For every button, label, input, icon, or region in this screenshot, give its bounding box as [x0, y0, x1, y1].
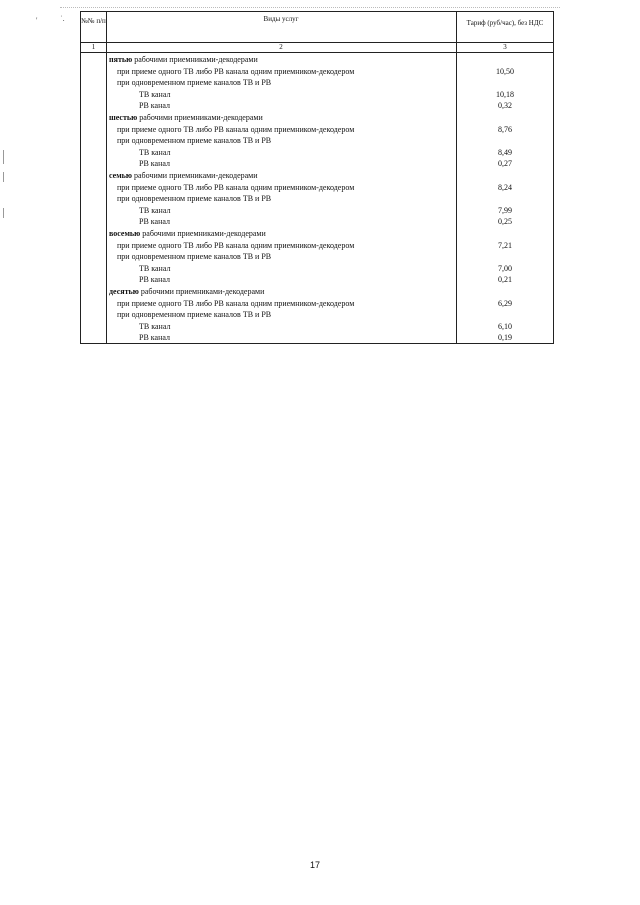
service-description: при приеме одного ТВ либо РВ канала одним приемником-декодером — [117, 240, 355, 250]
service-description: при приеме одного ТВ либо РВ канала одним приемником-декодером — [117, 66, 355, 76]
scan-artifact-line — [60, 7, 560, 8]
receiver-count-word: пятью — [109, 55, 133, 64]
tariff-value: 7,99 — [498, 205, 512, 215]
service-label — [117, 309, 271, 320]
service-label — [117, 135, 271, 146]
service-description: ТВ канал — [139, 321, 171, 331]
tariff-value: 0,25 — [498, 217, 512, 227]
service-description: рабочими приемниками-декодерами — [138, 287, 265, 296]
table-row — [81, 158, 554, 169]
tariff-value: 0,21 — [498, 275, 512, 285]
service-label — [139, 274, 170, 285]
table-row — [81, 298, 554, 309]
service-description: ТВ канал — [139, 147, 171, 157]
service-description: рабочими приемниками-декодерами — [132, 55, 258, 64]
service-label — [139, 332, 170, 343]
service-description: ТВ канал — [139, 205, 171, 215]
service-description: РВ канал — [139, 333, 170, 343]
service-description: РВ канал — [139, 159, 170, 169]
service-label — [139, 158, 170, 169]
tariff-value: 7,00 — [498, 263, 512, 273]
service-label — [139, 147, 170, 158]
table-row — [81, 286, 554, 297]
service-label — [109, 170, 258, 181]
table-row — [81, 274, 554, 285]
receiver-count-word: семью — [109, 171, 132, 180]
column-index-1: 1 — [91, 43, 96, 51]
service-label — [117, 251, 271, 262]
tariff-value: 6,29 — [498, 298, 512, 308]
service-description: ТВ канал — [139, 89, 171, 99]
tariff-value: 10,50 — [496, 66, 514, 76]
table-row — [81, 240, 554, 251]
receiver-count-word: шестью — [109, 113, 138, 122]
service-label — [139, 263, 170, 274]
service-label — [139, 89, 170, 100]
table-row — [81, 124, 554, 135]
scan-edge-mark — [3, 150, 4, 164]
scan-speck: ˙. — [60, 14, 65, 23]
service-description: РВ канал — [139, 101, 170, 111]
table-row — [81, 54, 554, 65]
table-row — [81, 321, 554, 332]
header-number: №№ п/п — [81, 17, 106, 25]
service-label — [109, 54, 258, 65]
tariff-value: 6,10 — [498, 321, 512, 331]
table-row — [81, 251, 554, 262]
service-label — [117, 77, 271, 88]
header-tariff: Тариф (руб/час), без НДС — [466, 19, 544, 27]
table-row — [81, 309, 554, 320]
table-row — [81, 89, 554, 100]
header-services: Виды услуг — [263, 15, 299, 23]
table-row — [81, 193, 554, 204]
table-row — [81, 228, 554, 239]
tariff-value: 0,27 — [498, 159, 512, 169]
service-label — [109, 286, 264, 297]
receiver-count-word: восемью — [109, 229, 141, 238]
scan-edge-mark — [3, 208, 4, 218]
service-description: рабочими приемниками-декодерами — [132, 171, 258, 180]
receiver-count-word: десятью — [109, 287, 139, 296]
service-description: при одновременном приеме каналов ТВ и РВ — [117, 252, 272, 262]
table-row — [81, 332, 554, 343]
service-description: ТВ канал — [139, 263, 171, 273]
table-row — [81, 216, 554, 227]
service-description: при одновременном приеме каналов ТВ и РВ — [117, 194, 272, 204]
service-description: при одновременном приеме каналов ТВ и РВ — [117, 78, 272, 88]
table-row — [81, 77, 554, 88]
column-index-3: 3 — [503, 43, 507, 51]
table-row — [81, 100, 554, 111]
service-description: рабочими приемниками-декодерами — [140, 229, 266, 238]
tariff-value: 7,21 — [498, 240, 512, 250]
service-label — [109, 112, 263, 123]
service-label — [117, 298, 354, 309]
service-description: при одновременном приеме каналов ТВ и РВ — [117, 136, 272, 146]
tariff-value: 8,24 — [498, 182, 512, 192]
service-description: при приеме одного ТВ либо РВ канала одним приемником-декодером — [117, 124, 355, 134]
service-label — [117, 66, 354, 77]
service-description: при приеме одного ТВ либо РВ канала одним приемником-декодером — [117, 182, 355, 192]
tariff-table — [80, 11, 554, 344]
service-description: при приеме одного ТВ либо РВ канала одним приемником-декодером — [117, 298, 355, 308]
table-row — [81, 263, 554, 274]
service-label — [139, 216, 170, 227]
service-label — [117, 240, 354, 251]
service-label — [117, 193, 271, 204]
tariff-value: 8,49 — [498, 147, 512, 157]
page-number: 17 — [309, 860, 320, 870]
scan-speck: ' — [36, 16, 38, 25]
service-description: при одновременном приеме каналов ТВ и РВ — [117, 310, 272, 320]
service-description: РВ канал — [139, 217, 170, 227]
table-row — [81, 205, 554, 216]
service-description: РВ канал — [139, 275, 170, 285]
table-row — [81, 112, 554, 123]
tariff-value: 0,32 — [498, 101, 512, 111]
service-description: рабочими приемниками-декодерами — [137, 113, 263, 122]
service-label — [139, 321, 170, 332]
service-label — [117, 182, 354, 193]
tariff-value: 8,76 — [498, 124, 512, 134]
index-divider — [81, 52, 553, 53]
tariff-value: 10,18 — [496, 89, 514, 99]
service-label — [139, 205, 170, 216]
service-label — [117, 124, 354, 135]
service-label — [139, 100, 170, 111]
table-row — [81, 170, 554, 181]
tariff-value: 0,19 — [498, 333, 512, 343]
column-index-2: 2 — [279, 43, 283, 51]
table-row — [81, 147, 554, 158]
table-row — [81, 66, 554, 77]
scan-edge-mark — [3, 172, 4, 182]
table-row — [81, 182, 554, 193]
table-row — [81, 135, 554, 146]
service-label — [109, 228, 266, 239]
